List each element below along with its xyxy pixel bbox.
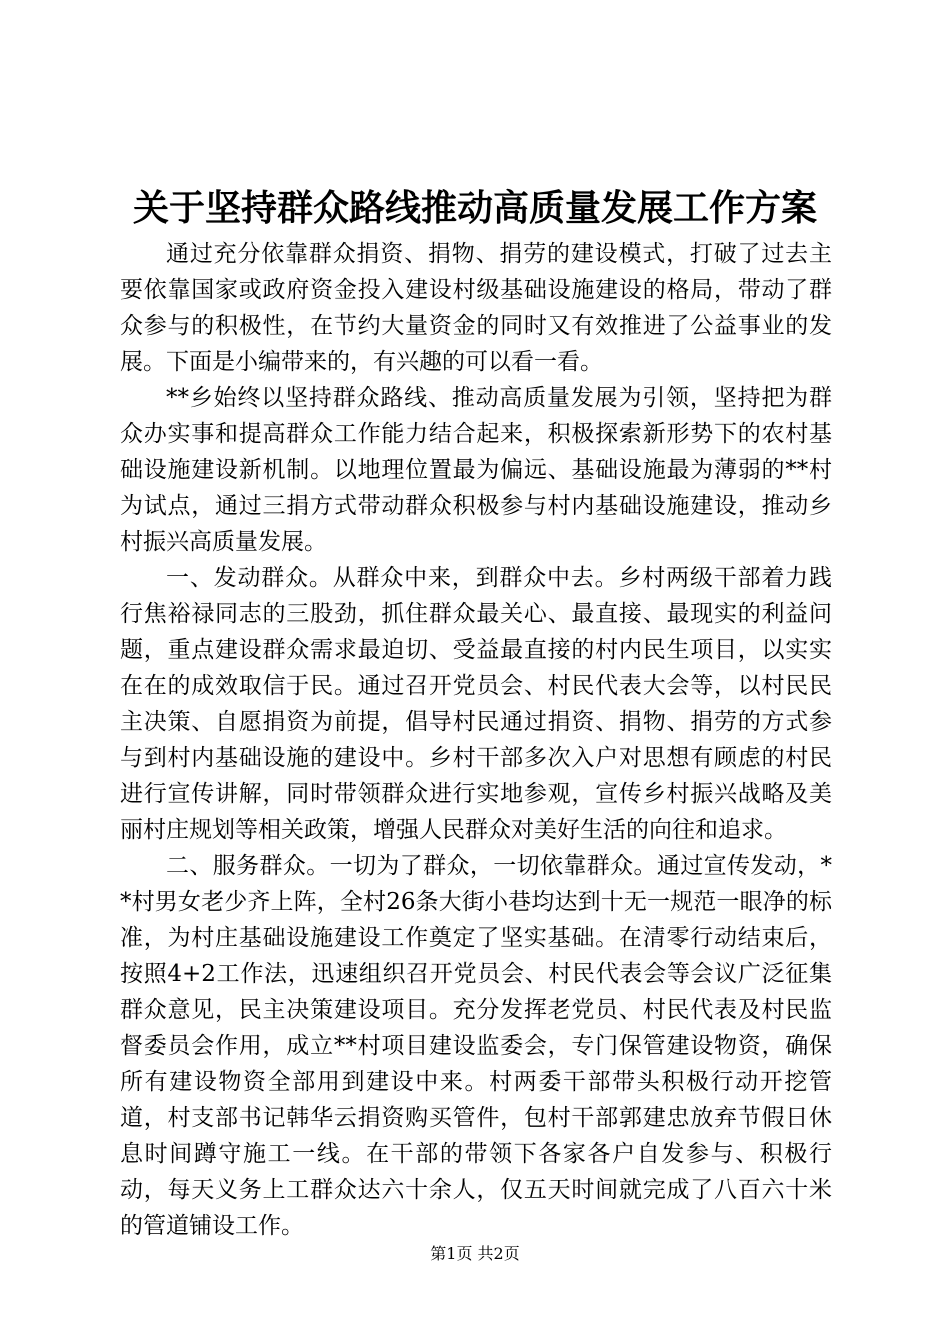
document-title: 关于坚持群众路线推动高质量发展工作方案 xyxy=(132,187,817,229)
paragraph-mobilize-masses: 一、发动群众。从群众中来，到群众中去。乡村两级干部着力践行焦裕禄同志的三股劲，抓住群众最关心、最直接、最现实的利益问题，重点建设群众需求最迫切、受益最直接的村内民生项目，以实实在在的成效取信于民。通过召开党员会、村民代表大会等，以村民民主决策、自愿捐资为前提，倡导村民通过捐资、捐物、捐劳的方式参与到村内基础设施的建设中。乡村干部多次入户对思想有顾虑的村民进行宣传讲解，同时带领群众进行实地参观，宣传乡村振兴战略及美丽村庄规划等相关政策，增强人民群众对美好生活的向往和追求。 xyxy=(120,565,832,843)
page-number: 第1页 共2页 xyxy=(430,1244,520,1263)
document-body xyxy=(120,236,832,1244)
paragraph-serve-masses: 二、服务群众。一切为了群众，一切依靠群众。通过宣传发动，**村男女老少齐上阵，全村26条大街小巷均达到十无一规范一眼净的标准，为村庄基础设施建设工作奠定了坚实基础。在清零行动结束后，按照4+2工作法，迅速组织召开党员会、村民代表会等会议广泛征集群众意见，民主决策建设项目。充分发挥老党员、村民代表及村民监督委员会作用，成立**村项目建设监委会，专门保管建设物资，确保所有建设物资全部用到建设中来。村两委干部带头积极行动开挖管道，村支部书记韩华云捐资购买管件，包村干部郭建忠放弃节假日休息时间蹲守施工一线。在干部的带领下各家各户自发参与、积极行动，每天义务上工群众达六十余人，仅五天时间就完成了八百六十米的管道铺设工作。 xyxy=(120,853,832,1239)
paragraph-overview: **乡始终以坚持群众路线、推动高质量发展为引领，坚持把为群众办实事和提高群众工作能力结合起来，积极探索新形势下的农村基础设施建设新机制。以地理位置最为偏远、基础设施最为薄弱的**村为试点，通过三捐方式带动群众积极参与村内基础设施建设，推动乡村振兴高质量发展。 xyxy=(120,385,832,555)
paragraph-intro: 通过充分依靠群众捐资、捐物、捐劳的建设模式，打破了过去主要依靠国家或政府资金投入建设村级基础设施建设的格局，带动了群众参与的积极性，在节约大量资金的同时又有效推进了公益事业的发展。下面是小编带来的，有兴趣的可以看一看。 xyxy=(120,241,832,375)
